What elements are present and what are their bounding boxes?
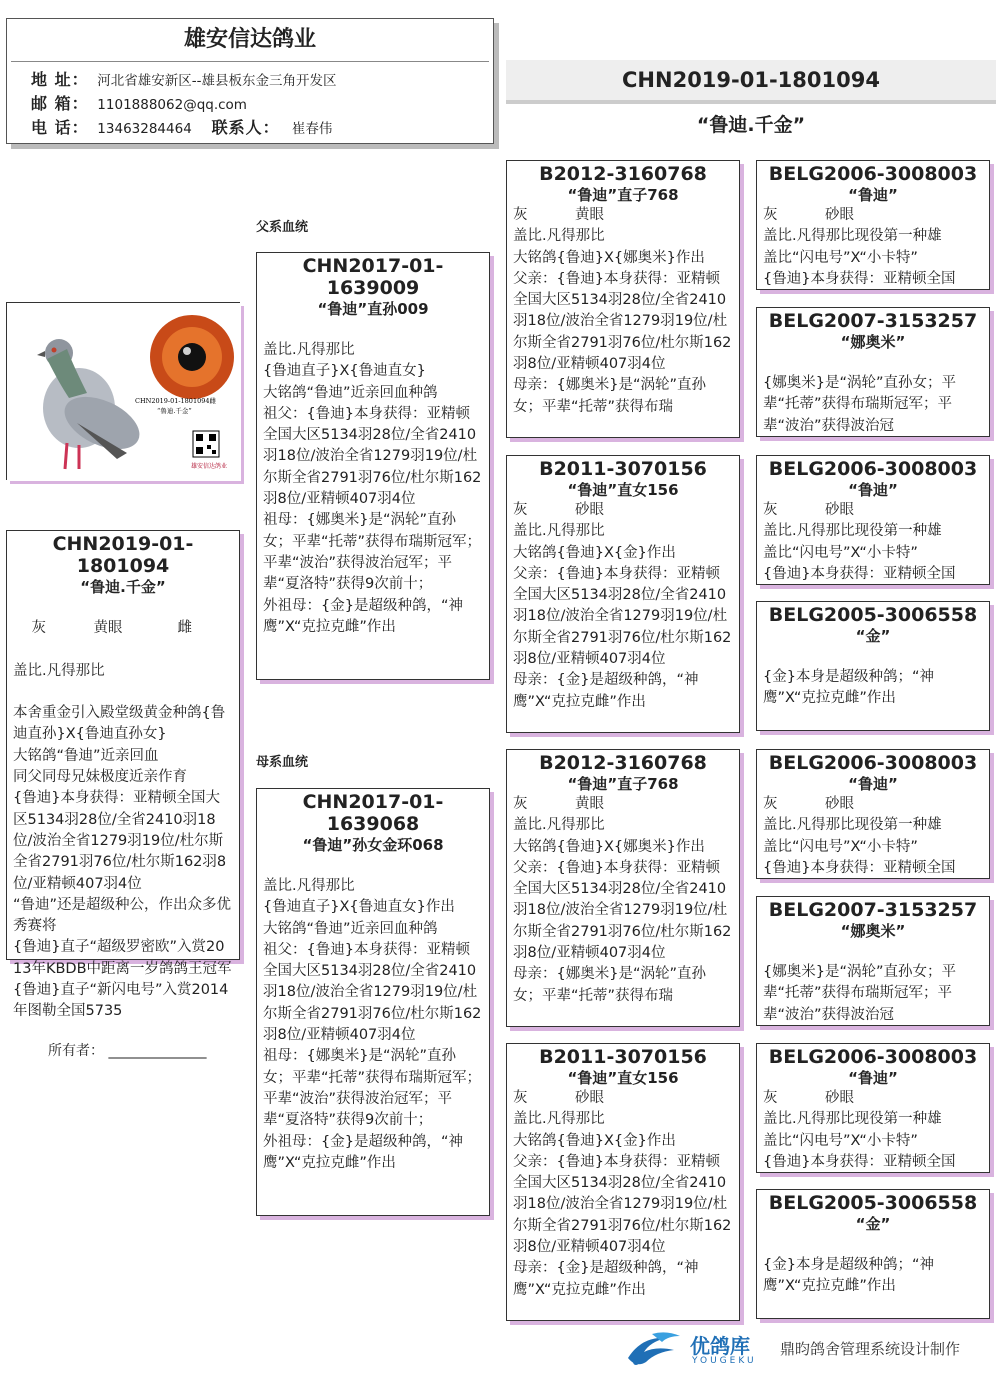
gp-ds-name: “鲁迪”直子768: [567, 775, 679, 793]
sire-text: 盖比.凡得那比 {鲁迪直子}X{鲁迪直女} 大铭鸽“鲁迪”近亲回血种鸽 祖父：{鲁迪}本身获得：亚精顿全国大区5134羽28位/全省2410羽18位/波治全省1279羽19位/杜尔斯全省2791羽76位/杜尔斯162羽8位/亚精顿407羽4位 祖母：{娜奥米}是“涡轮”直孙女；平辈“托蒂”获得布瑞斯冠军；平辈“波治”获得波治冠军；平辈“夏洛特”获得9次前十； 外祖母：{金}是超级种鸽，“神鹰”X“克拉克雌”作出: [263, 342, 482, 635]
dam-box: [256, 788, 490, 1216]
ggp-2-name: “娜奥米”: [840, 333, 906, 351]
subject-notes: 本舍重金引入殿堂级黄金种鸽{鲁迪直孙}X{鲁迪直孙女} 大铭鸽“鲁迪”近亲回血 同父同母兄妹极度近亲作育 {鲁迪}本身获得：亚精顿全国大区5134羽28位/全省2410羽18位/波治全省1279羽19位/杜尔斯全省2791羽76位/杜尔斯162羽8位/亚精顿407羽4位 “鲁迪”还是超级种公，作出众多优秀赛将 {鲁迪}直子“超级罗密欧”入赏2013年KBDB中距离一岁鸽鸽王冠军 {鲁迪}直子“新闪电号”入赏2014年图勒全国5735: [13, 705, 232, 1020]
phone-label: 电 话：: [31, 118, 89, 137]
ggp-8-box: [756, 1189, 990, 1319]
ggp-6-text: {娜奥米}是“涡轮”直孙女；平辈“托蒂”获得布瑞斯冠军；平辈“波治”获得波治冠: [763, 964, 956, 1023]
email-value[interactable]: 1101888062@qq.com: [97, 97, 247, 113]
ggp-8-name: “金”: [855, 1215, 891, 1233]
gp-ss-text: 盖比.凡得那比 大铭鸽{鲁迪}X{娜奥米}作出 父亲：{鲁迪}本身获得：亚精顿全国大区5134羽28位/全省2410羽18位/波治全省1279羽19位/杜尔斯全省2791羽76位/杜尔斯162羽8位/亚精顿407羽4位 母亲：{娜奥米}是“涡轮”直孙女；平辈“托蒂”获得布瑞: [513, 228, 732, 415]
gp-ds-eye: 黄眼: [575, 796, 604, 812]
gp-ds-ring: B2012-3160768: [539, 752, 707, 774]
ggp-3-box: [756, 455, 990, 585]
main-ring-number: CHN2019-01-1801094: [506, 60, 996, 100]
sire-line-label: 父系血统: [256, 220, 309, 235]
company-name: 雄安信达鸽业: [11, 19, 489, 62]
ggp-5-text: 盖比.凡得那比现役第一种雄 盖比“闪电号”X“小卡特” {鲁迪}本身获得：亚精顿全国: [763, 817, 956, 876]
ggp-4-name: “金”: [855, 627, 891, 645]
ggp-7-color: 灰: [763, 1090, 778, 1106]
ggp-2-text: {娜奥米}是“涡轮”直孙女；平辈“托蒂”获得布瑞斯冠军；平辈“波治”获得波治冠: [763, 375, 956, 434]
photo-caption-name: “鲁迪.千金”: [157, 407, 192, 415]
grandsire-paternal-box: [506, 160, 740, 438]
ggp-7-text: 盖比.凡得那比现役第一种雄 盖比“闪电号”X“小卡特” {鲁迪}本身获得：亚精顿全国: [763, 1111, 956, 1170]
gp-ss-name: “鲁迪”直子768: [567, 186, 679, 204]
gp-dd-text: 盖比.凡得那比 大铭鸽{鲁迪}X{金}作出 父亲：{鲁迪}本身获得：亚精顿全国大区5134羽28位/全省2410羽18位/波治全省1279羽19位/杜尔斯全省2791羽76位/杜尔斯162羽8位/亚精顿407羽4位 母亲：{金}是超级种鸽，“神鹰”X“克拉克雌”作出: [513, 1111, 732, 1298]
contact-label: 联系人：: [211, 118, 280, 137]
photo-caption-ring: CHN2019-01-1801094雌: [135, 397, 216, 405]
dam-ring: CHN2017-01-1639068: [302, 791, 444, 835]
yougeku-logo-icon: [622, 1328, 686, 1372]
ggp-8-text: {金}本身是超级种鸽；“神鹰”X“克拉克雌”作出: [763, 1257, 934, 1295]
subject-ring: CHN2019-01-1801094: [52, 533, 194, 577]
gp-sd-ring: B2011-3070156: [539, 458, 707, 480]
footer-brand: 优鸽库: [690, 1334, 750, 1358]
ggp-1-name: “鲁迪”: [848, 186, 898, 204]
ggp-5-box: [756, 749, 990, 879]
granddam-paternal-box: [506, 455, 740, 733]
subject-box: [6, 530, 240, 1020]
subject-sex: 雌: [177, 620, 192, 637]
ggp-3-name: “鲁迪”: [848, 481, 898, 499]
ggp-6-ring: BELG2007-3153257: [768, 899, 978, 921]
ggp-7-box: [756, 1043, 990, 1173]
footer-credit: 鼎昀鸽舍管理系统设计制作: [780, 1340, 961, 1358]
ggp-1-ring: BELG2006-3008003: [768, 163, 978, 185]
sire-name: “鲁迪”直孙009: [317, 300, 429, 318]
pigeon-image: [7, 303, 241, 481]
footer-brand-en: YOUGEKU: [692, 1356, 757, 1366]
ggp-5-name: “鲁迪”: [848, 775, 898, 793]
ggp-1-eye: 砂眼: [825, 207, 854, 223]
ggp-4-text: {金}本身是超级种鸽；“神鹰”X“克拉克雌”作出: [763, 669, 934, 707]
phone-row: [7, 116, 493, 140]
dam-name: “鲁迪”孙女金环068: [302, 836, 444, 854]
ggp-3-text: 盖比.凡得那比现役第一种雄 盖比“闪电号”X“小卡特” {鲁迪}本身获得：亚精顿全国: [763, 523, 956, 582]
gp-sd-traits: [507, 500, 739, 521]
dam-line-label: 母系血统: [256, 755, 309, 770]
email-label: 邮 箱：: [31, 94, 89, 113]
footer: [622, 1328, 992, 1372]
address-value: 河北省雄安新区--雄县板东金三角开发区: [97, 73, 337, 89]
contact-value: 崔春伟: [291, 121, 333, 137]
ggp-2-box: [756, 307, 990, 437]
sire-box: [256, 252, 490, 680]
gp-dd-color: 灰: [513, 1090, 528, 1106]
gp-dd-eye: 砂眼: [575, 1090, 604, 1106]
ggp-5-color: 灰: [763, 796, 778, 812]
photo-logo: 雄安信达鸽业: [191, 463, 228, 470]
gp-sd-eye: 砂眼: [575, 502, 604, 518]
subject-eye: 黄眼: [93, 620, 123, 637]
grandsire-maternal-box: [506, 749, 740, 1027]
gp-ds-traits: [507, 794, 739, 815]
phone-value: 13463284464: [97, 121, 192, 137]
gp-sd-name: “鲁迪”直女156: [567, 481, 679, 499]
ggp-1-box: [756, 160, 990, 290]
dam-text: 盖比.凡得那比 {鲁迪直子}X{鲁迪直女}作出 大铭鸽“鲁迪”近亲回血种鸽 祖父：{鲁迪}本身获得：亚精顿全国大区5134羽28位/全省2410羽18位/波治全省1279羽19位/杜尔斯全省2791羽76位/杜尔斯162羽8位/亚精顿407羽4位 祖母：{娜奥米}是“涡轮”直孙女；平辈“托蒂”获得布瑞斯冠军；平辈“波治”获得波治冠军；平辈“夏洛特”获得9次前十； 外祖母：{金}是超级种鸽，“神鹰”X“克拉克雌”作出: [263, 878, 482, 1171]
ggp-5-traits: [757, 794, 989, 815]
company-info-box: [6, 18, 494, 144]
owner-label: 所有者：: [48, 1043, 104, 1059]
ggp-7-traits: [757, 1088, 989, 1109]
ggp-4-box: [756, 601, 990, 731]
owner-blank[interactable]: ______________: [108, 1043, 207, 1059]
ggp-7-name: “鲁迪”: [848, 1069, 898, 1087]
gp-ss-traits: [507, 205, 739, 226]
subject-name: “鲁迪.千金”: [80, 578, 166, 596]
subject-traits: [7, 597, 239, 661]
ggp-7-eye: 砂眼: [825, 1090, 854, 1106]
gp-ds-text: 盖比.凡得那比 大铭鸽{鲁迪}X{娜奥米}作出 父亲：{鲁迪}本身获得：亚精顿全国大区5134羽28位/全省2410羽18位/波治全省1279羽19位/杜尔斯全省2791羽76位/杜尔斯162羽8位/亚精顿407羽4位 母亲：{娜奥米}是“涡轮”直孙女；平辈“托蒂”获得布瑞: [513, 817, 732, 1004]
ggp-5-ring: BELG2006-3008003: [768, 752, 978, 774]
subject-color: 灰: [31, 620, 46, 637]
gp-ds-color: 灰: [513, 796, 528, 812]
ggp-3-traits: [757, 500, 989, 521]
ggp-1-text: 盖比.凡得那比现役第一种雄 盖比“闪电号”X“小卡特” {鲁迪}本身获得：亚精顿全国: [763, 228, 956, 287]
ggp-6-box: [756, 896, 990, 1026]
main-bird-name: “鲁迪.千金”: [696, 114, 806, 136]
ggp-3-eye: 砂眼: [825, 502, 854, 518]
gp-sd-color: 灰: [513, 502, 528, 518]
address-row: [7, 68, 493, 92]
owner-row: [48, 1040, 206, 1060]
gp-sd-text: 盖比.凡得那比 大铭鸽{鲁迪}X{金}作出 父亲：{鲁迪}本身获得：亚精顿全国大区5134羽28位/全省2410羽18位/波治全省1279羽19位/杜尔斯全省2791羽76位/杜尔斯162羽8位/亚精顿407羽4位 母亲：{金}是超级种鸽，“神鹰”X“克拉克雌”作出: [513, 523, 732, 710]
gp-ss-eye: 黄眼: [575, 207, 604, 223]
email-row: [7, 92, 493, 116]
ggp-1-color: 灰: [763, 207, 778, 223]
gp-dd-name: “鲁迪”直女156: [567, 1069, 679, 1087]
address-label: 地 址：: [31, 70, 89, 89]
ggp-4-ring: BELG2005-3006558: [768, 604, 978, 626]
ggp-7-ring: BELG2006-3008003: [768, 1046, 978, 1068]
gp-dd-traits: [507, 1088, 739, 1109]
ggp-6-name: “娜奥米”: [840, 922, 906, 940]
granddam-maternal-box: [506, 1043, 740, 1321]
gp-ss-ring: B2012-3160768: [539, 163, 707, 185]
gp-ss-color: 灰: [513, 207, 528, 223]
ggp-2-ring: BELG2007-3153257: [768, 310, 978, 332]
ggp-5-eye: 砂眼: [825, 796, 854, 812]
gp-dd-ring: B2011-3070156: [539, 1046, 707, 1068]
ggp-8-ring: BELG2005-3006558: [768, 1192, 978, 1214]
ggp-3-ring: BELG2006-3008003: [768, 458, 978, 480]
subject-strain: 盖比.凡得那比: [13, 662, 105, 679]
ggp-3-color: 灰: [763, 502, 778, 518]
bird-photo: [6, 302, 240, 480]
sire-ring: CHN2017-01-1639009: [302, 255, 444, 299]
ggp-1-traits: [757, 205, 989, 226]
